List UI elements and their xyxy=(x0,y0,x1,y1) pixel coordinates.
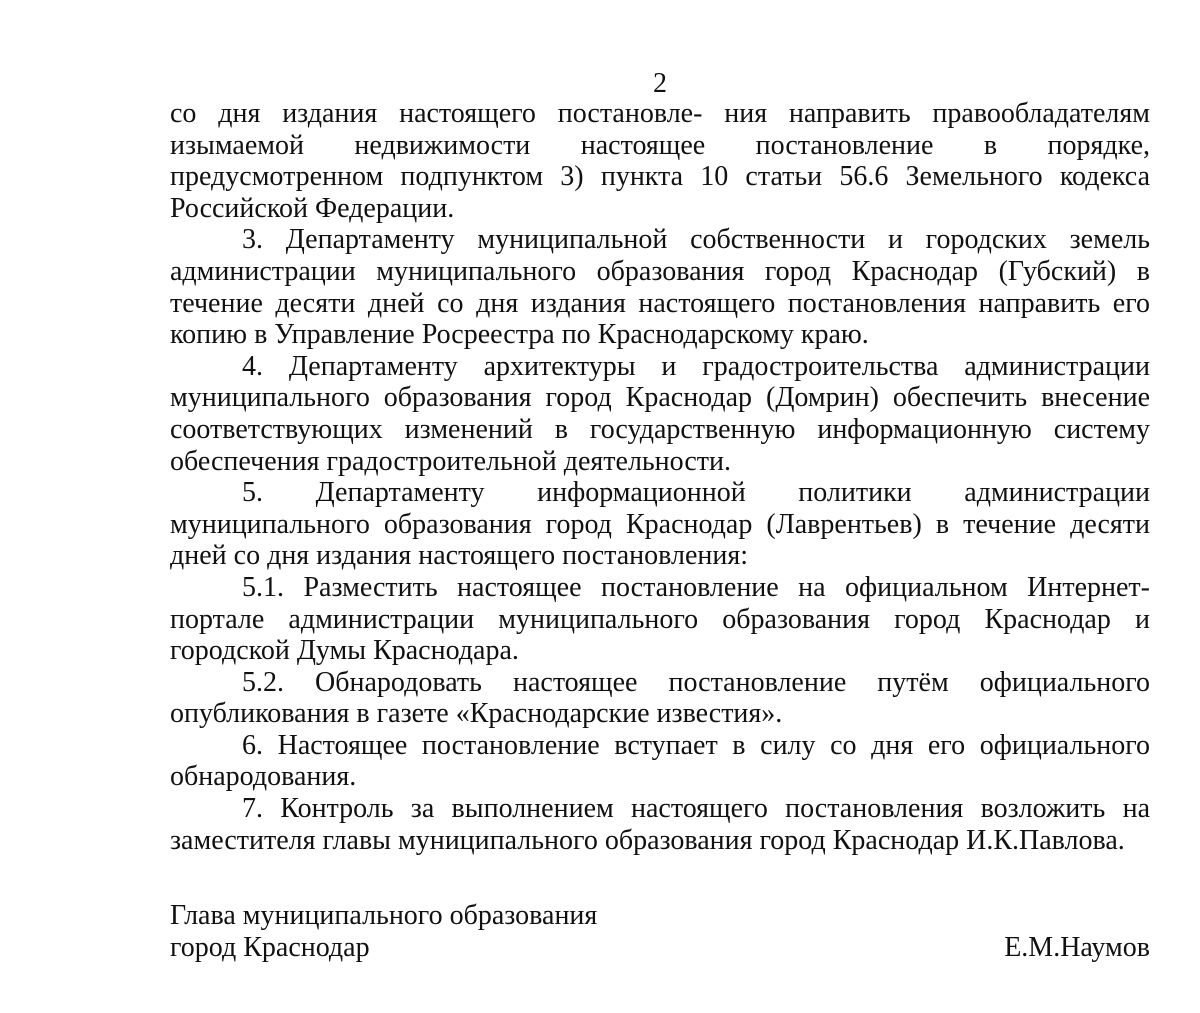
paragraph-item-5-1: 5.1. Разместить настоящее постановление на официальном Интернет-портале администрации муниципального образования город Краснодар и городской Думы Краснодара. xyxy=(170,571,1150,667)
paragraph-item-7: 7. Контроль за выполнением настоящего постановления возложить на заместителя главы муниципального образования город Краснодар И.К.Павлова. xyxy=(170,793,1150,856)
signature-line xyxy=(170,932,1150,964)
paragraph-item-3: 3. Департаменту муниципальной собственности и городских земель администрации муниципального образования город Краснодар (Губский) в течение десяти дней со дня издания настоящего постановления направить его копию в Управление Росреестра по Краснодарскому краю. xyxy=(170,224,1150,351)
signatory-position-line1: Глава муниципального образования xyxy=(170,900,598,931)
paragraph-item-6: 6. Настоящее постановление вступает в силу со дня его официального обнародования. xyxy=(170,729,1150,793)
signatory-position-line2: город Краснодар xyxy=(170,932,370,963)
paragraph-item-5: 5. Департаменту информационной политики администрации муниципального образования город Краснодар (Лаврентьев) в течение десяти дней со дня издания настоящего постановления: xyxy=(170,477,1150,572)
paragraph-item-5-2: 5.2. Обнародовать настоящее постановление путём официального опубликования в газете «Краснодарские известия». xyxy=(170,666,1150,730)
signature-block xyxy=(170,900,1150,964)
paragraph-continuation: со дня издания настоящего постановле- ния направить правообладателям изымаемой недвижимости настоящее постановление в порядке, предусмотренном подпунктом 3) пункта 10 статьи 56.6 Земельного кодекса Российской Федерации. xyxy=(170,98,1150,224)
page-number: 2 xyxy=(653,68,667,99)
document-body xyxy=(170,98,1150,856)
paragraph-item-4: 4. Департаменту архитектуры и градостроительства администрации муниципального образования город Краснодар (Домрин) обеспечить внесение соответствующих изменений в государственную информационную систему обеспечения градостроительной деятельности. xyxy=(170,350,1150,477)
signatory-name: Е.М.Наумов xyxy=(1004,932,1150,963)
